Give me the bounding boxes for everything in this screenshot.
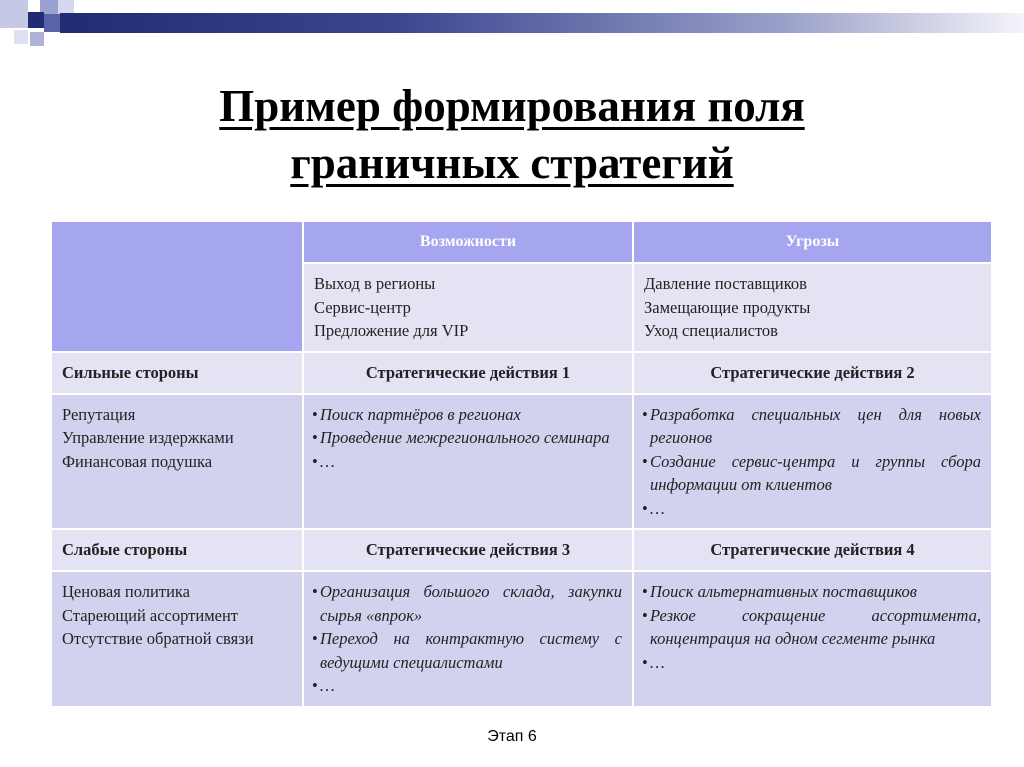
actions4-label: Стратегические действия 4: [633, 529, 992, 571]
actions2-label: Стратегические действия 2: [633, 352, 992, 394]
header-gradient-bar: [60, 13, 1024, 33]
weaknesses-list: [51, 571, 303, 707]
list-item: • Резкое сокращение ассортимента, концентрация на одном сегменте рынка: [644, 604, 981, 651]
list-item: • Организация большого склада, закупки сырья «впрок»: [314, 580, 622, 627]
corner-cell: [51, 221, 303, 352]
list-item: • Поиск партнёров в регионах: [314, 403, 622, 427]
list-item: • …: [644, 651, 981, 675]
actions3-label: Стратегические действия 3: [303, 529, 633, 571]
threats-list: [633, 263, 992, 352]
strategy-table: [50, 220, 993, 708]
list-item: Репутация: [62, 404, 136, 424]
list-item: • Переход на контрактную систему с ведущими специалистами: [314, 627, 622, 674]
slide-title: [0, 78, 1024, 192]
list-item: Управление издержками: [62, 428, 234, 447]
list-item: Стареющий ассортимент: [62, 605, 239, 625]
list-item: • …: [314, 450, 622, 474]
list-item: Финансовая подушка: [62, 451, 213, 471]
actions3-list: [303, 571, 633, 707]
list-item: • Поиск альтернативных поставщиков: [644, 580, 981, 604]
header-threats: Угрозы: [633, 221, 992, 263]
list-item: • Разработка специальных цен для новых регионов: [644, 403, 981, 450]
decor-square: [28, 12, 44, 28]
list-item: Замещающие продукты: [644, 297, 811, 317]
strengths-label: Сильные стороны: [51, 352, 303, 394]
slide-footer: Этап 6: [487, 728, 537, 745]
list-item: Уход специалистов: [644, 321, 778, 340]
list-item: Отсутствие обратной связи: [62, 629, 254, 648]
actions1-label: Стратегические действия 1: [303, 352, 633, 394]
opportunities-list: [303, 263, 633, 352]
list-item: Давление поставщиков: [644, 274, 807, 293]
header-opportunities: Возможности: [303, 221, 633, 263]
decor-square: [58, 0, 74, 14]
strengths-list: [51, 394, 303, 530]
list-item: • …: [314, 674, 622, 698]
actions4-list: [633, 571, 992, 707]
title-line-1: Пример формирования поля: [219, 81, 805, 131]
list-item: Сервис-центр: [314, 297, 411, 317]
list-item: Предложение для VIP: [314, 321, 469, 340]
weaknesses-label: Слабые стороны: [51, 529, 303, 571]
actions2-list: [633, 394, 992, 530]
list-item: • Создание сервис-центра и группы сбора информации от клиентов: [644, 450, 981, 497]
list-item: Ценовая политика: [62, 582, 190, 601]
actions1-list: [303, 394, 633, 530]
list-item: Выход в регионы: [314, 274, 436, 293]
decor-square: [0, 0, 28, 28]
decor-square: [14, 30, 28, 44]
title-line-2: граничных стратегий: [290, 138, 734, 188]
list-item: • …: [644, 497, 981, 521]
list-item: • Проведение межрегионального семинара: [314, 426, 622, 450]
decor-square: [30, 32, 44, 46]
